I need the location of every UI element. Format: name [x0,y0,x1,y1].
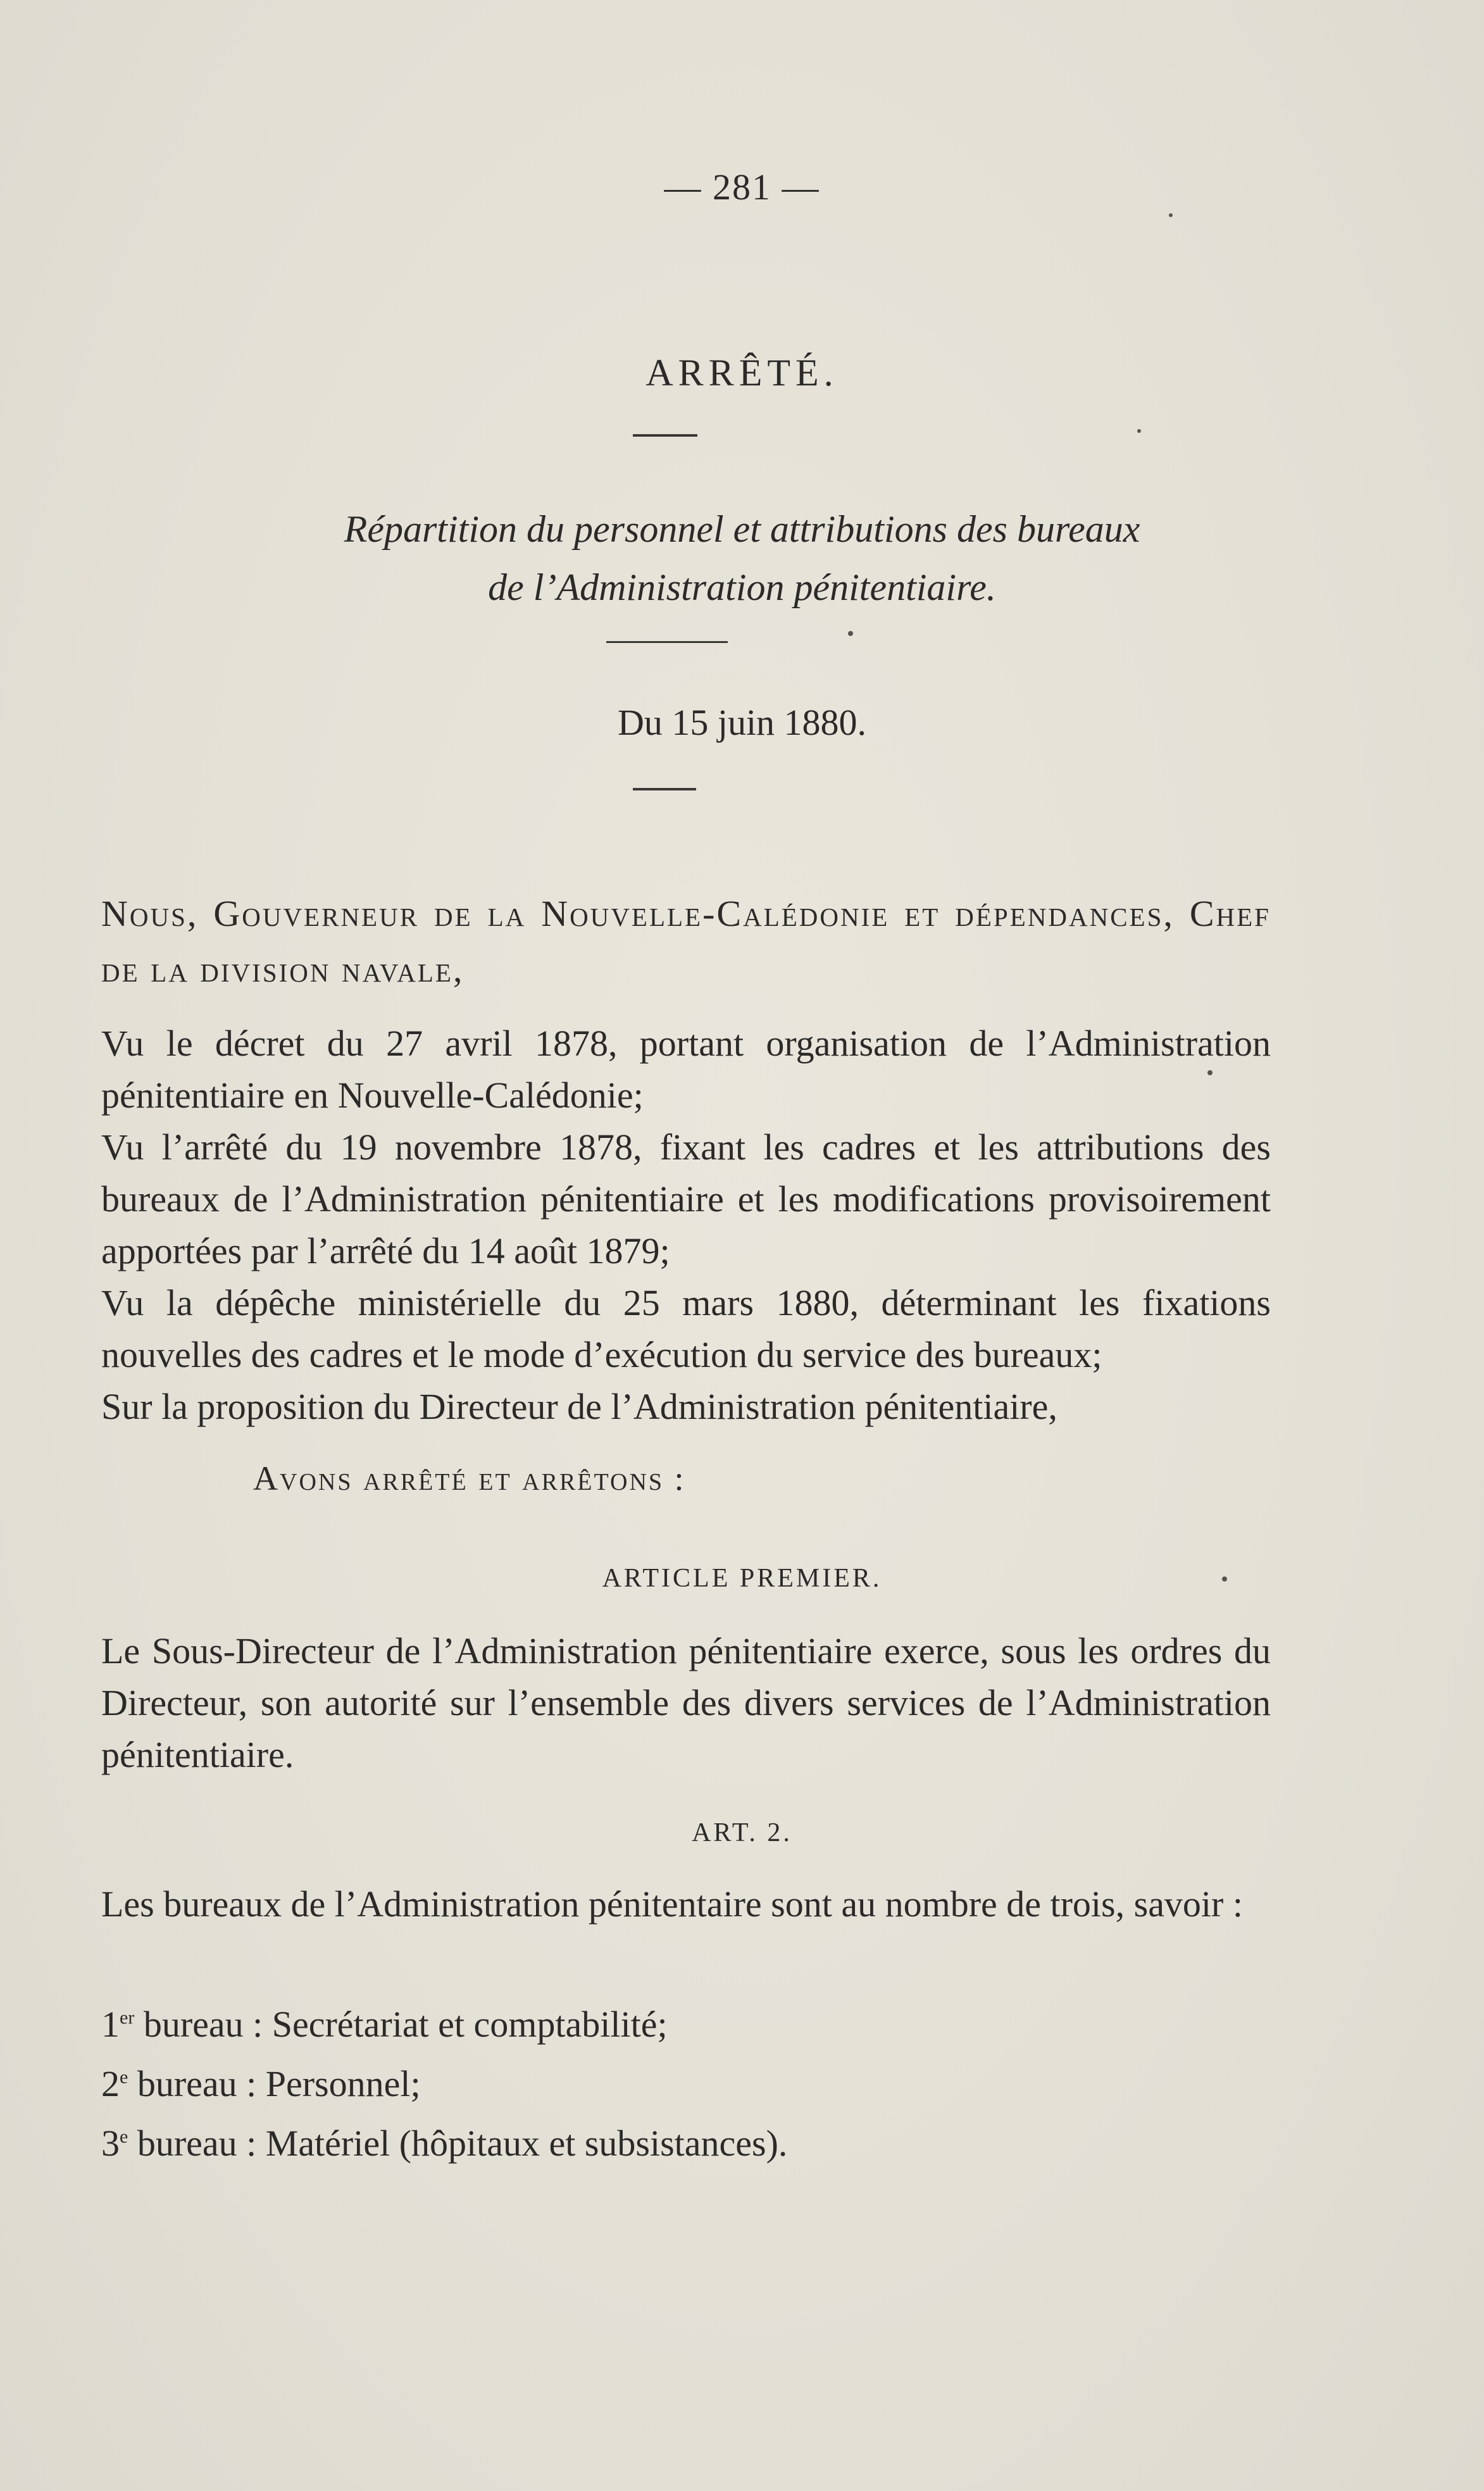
page-number: — 281 — [664,166,820,208]
list-item [101,2054,1271,2114]
paper-speck [1137,429,1141,433]
subtitle-line-2: de l’Administration pénitentiaire. [488,566,996,608]
bureau-ordinal-suffix: e [120,2066,128,2088]
paper-speck [1222,1576,1227,1582]
consideration-3: Vu la dépêche ministérielle du 25 mars 1880, déterminant les fixations nouvelles des cadres et le mode d’exécution du service des bureaux; [101,1282,1271,1375]
date-rule [633,788,696,790]
bureau-label: bureau : Secrétariat et comptabilité; [143,2004,668,2045]
consideration-4: Sur la proposition du Directeur de l’Administration pénitentiaire, [101,1386,1057,1427]
article-2-heading: ART. 2. [692,1818,792,1847]
list-item [101,1995,1271,2054]
decree-formula: Avons arrêté et arrêtons : [253,1459,686,1497]
paper-speck [1169,213,1173,217]
list-item [101,2114,1271,2173]
bureau-ordinal: 2 [101,2063,120,2104]
bureau-label: bureau : Personnel; [137,2063,421,2104]
bureaux-list [101,1995,1271,2173]
bureau-ordinal-suffix: er [120,2007,135,2028]
bureau-ordinal: 3 [101,2123,120,2164]
paper-speck [1207,1070,1213,1075]
document-date: Du 15 juin 1880. [617,702,867,743]
bureau-label: bureau : Matériel (hôpitaux et subsistances). [137,2123,788,2164]
article-1-text: Le Sous-Directeur de l’Administration pénitentiaire exerce, sous les ordres du Directeur, son autorité sur l’ensemble des divers services de l’Administration pénitentiaire. [101,1630,1271,1775]
bureau-ordinal: 1 [101,2004,120,2045]
bureau-ordinal-suffix: e [120,2126,128,2147]
considerations [101,1018,1271,1433]
preamble: Nous, Gouverneur de la Nouvelle-Calédonie et dépendances, Chef de la division navale, [101,893,1271,990]
title-rule [633,434,697,437]
article-1-heading: ARTICLE PREMIER. [602,1564,882,1593]
subtitle-line-1: Répartition du personnel et attributions des bureaux [344,508,1140,550]
subtitle-rule [606,641,728,643]
consideration-2: Vu l’arrêté du 19 novembre 1878, fixant les cadres et les attributions des bureaux de l’Administration pénitentiaire et les modifications provisoirement apportées par l’arrêté du 14 août 1879; [101,1127,1271,1271]
consideration-1: Vu le décret du 27 avril 1878, portant organisation de l’Administration pénitentiaire en Nouvelle-Calédonie; [101,1023,1271,1116]
paper-speck [848,631,853,636]
article-2-text: Les bureaux de l’Administration pénitentaire sont au nombre de trois, savoir : [101,1883,1243,1925]
document-subtitle [0,500,1484,616]
document-title: ARRÊTÉ. [645,352,839,394]
